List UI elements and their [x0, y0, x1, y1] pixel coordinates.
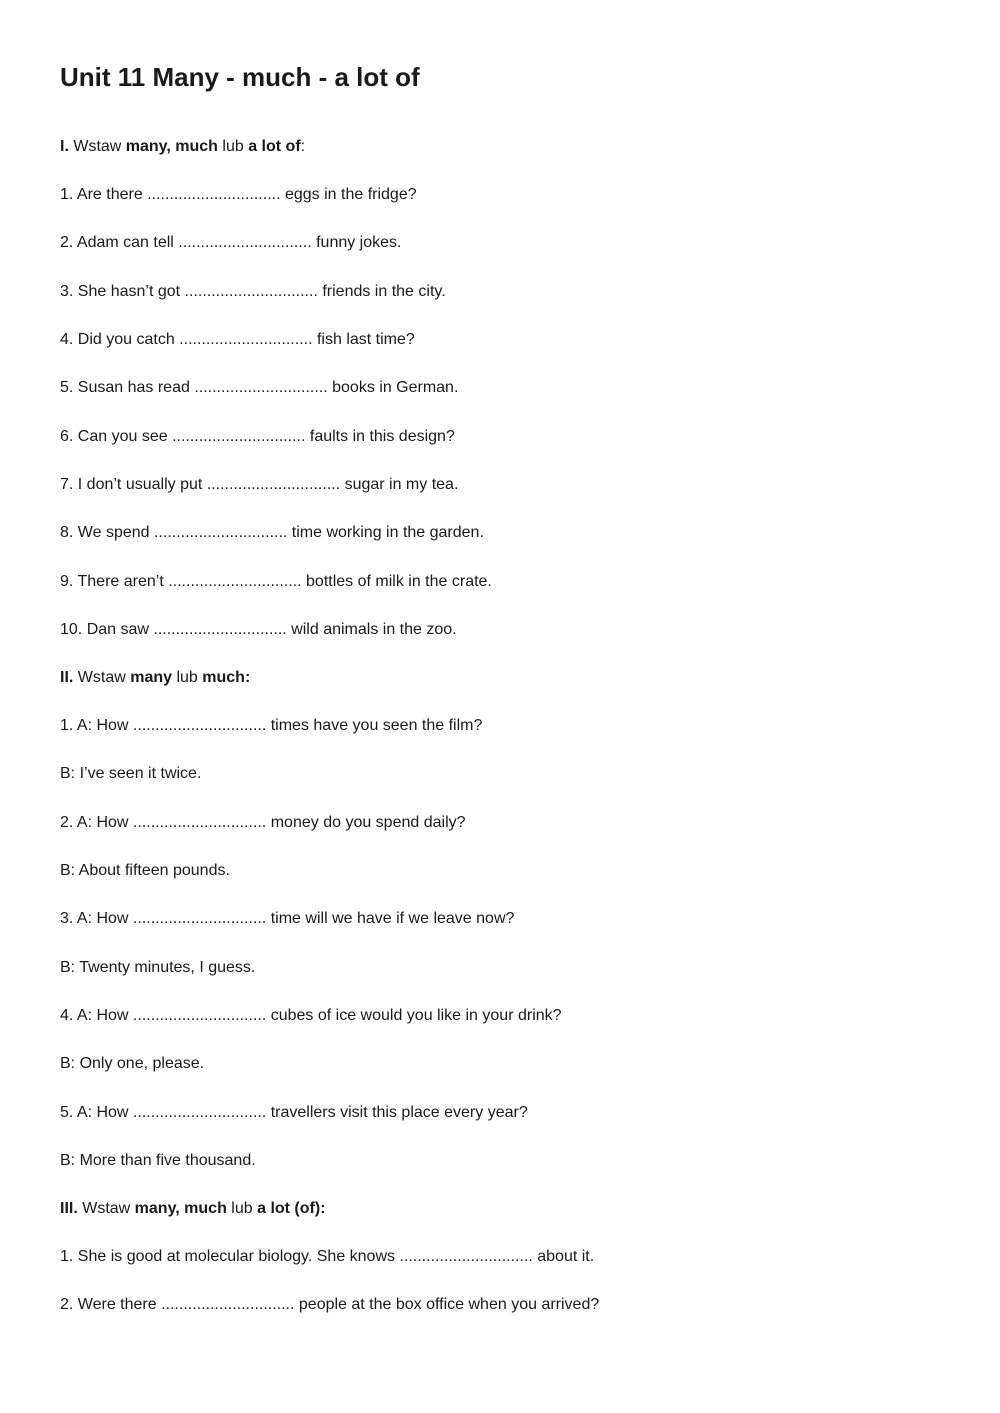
answer-line: B: About fifteen pounds. — [60, 862, 230, 879]
exercise-item: 1. She is good at molecular biology. She knows .............................. about it. — [60, 1248, 595, 1265]
section-3-number: III. — [60, 1200, 78, 1217]
exercise-item: 4. A: How .............................. cubes of ice would you like in your drink? — [60, 1007, 562, 1024]
exercise-item: 5. Susan has read .............................. books in German. — [60, 379, 459, 396]
page-title: Unit 11 Many - much - a lot of — [60, 62, 420, 92]
exercise-item: 5. A: How .............................. travellers visit this place every year? — [60, 1104, 528, 1121]
section-1-instruction: I. Wstaw many, much lub a lot of: — [60, 138, 306, 155]
exercise-item: 1. A: How .............................. times have you seen the film? — [60, 717, 483, 734]
exercise-item: 10. Dan saw .............................. wild animals in the zoo. — [60, 621, 457, 638]
exercise-item: 2. A: How .............................. money do you spend daily? — [60, 814, 466, 831]
section-3-instruction: III. Wstaw many, much lub a lot (of): — [60, 1200, 326, 1217]
section-1-number: I. — [60, 138, 69, 155]
answer-line: B: Twenty minutes, I guess. — [60, 959, 256, 976]
exercise-item: 7. I don’t usually put .............................. sugar in my tea. — [60, 476, 459, 493]
exercise-item: 1. Are there .............................. eggs in the fridge? — [60, 186, 417, 203]
exercise-item: 4. Did you catch .............................. fish last time? — [60, 331, 415, 348]
exercise-item: 2. Were there .............................. people at the box office when you arrived? — [60, 1296, 600, 1313]
answer-line: B: More than five thousand. — [60, 1152, 256, 1169]
section-2-instruction: II. Wstaw many lub much: — [60, 669, 251, 686]
answer-line: B: Only one, please. — [60, 1055, 205, 1072]
exercise-item: 6. Can you see .............................. faults in this design? — [60, 428, 455, 445]
exercise-item: 3. A: How .............................. time will we have if we leave now? — [60, 910, 515, 927]
answer-line: B: I’ve seen it twice. — [60, 765, 202, 782]
section-2-number: II. — [60, 669, 74, 686]
exercise-item: 8. We spend .............................. time working in the garden. — [60, 524, 484, 541]
exercise-item: 2. Adam can tell .............................. funny jokes. — [60, 234, 402, 251]
exercise-item: 9. There aren’t .............................. bottles of milk in the crate. — [60, 573, 492, 590]
exercise-item: 3. She hasn’t got .............................. friends in the city. — [60, 283, 446, 300]
